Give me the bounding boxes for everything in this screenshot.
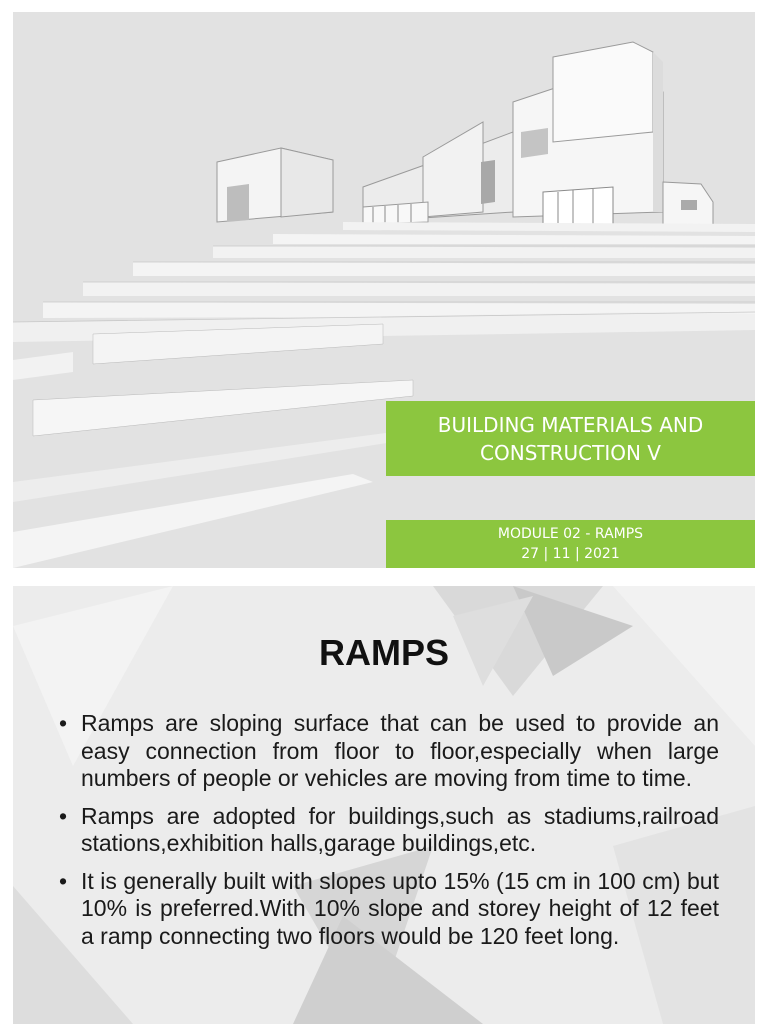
title-slide — [13, 12, 755, 568]
module-label: MODULE 02 - RAMPS — [497, 526, 644, 542]
slide-heading: RAMPS — [318, 632, 449, 673]
course-title: BUILDING MATERIALS AND CONSTRUCTION V — [437, 412, 704, 465]
bullet-text: It is generally built with slopes upto 15% (15 cm in 100 cm) but 10% is preferred.With 10% slope and storey height of 12 feet a ramp connecting two floors would be 120 feet long. — [81, 867, 719, 949]
bullet-list — [59, 710, 719, 960]
bullet-text: Ramps are sloping surface that can be used to provide an easy connection from floor to floor,especially when large numbers of people or vehicles are moving from time to time. — [81, 710, 719, 791]
ramps-slide — [13, 586, 755, 1024]
bullet-glyph: • — [59, 867, 68, 894]
bullet-glyph: • — [59, 710, 68, 736]
bullet-glyph: • — [59, 802, 68, 829]
list-item — [59, 868, 719, 951]
building-stairs-illustration — [13, 12, 755, 568]
list-item — [59, 710, 719, 793]
date-label: 27 | 11 | 2021 — [521, 546, 620, 562]
course-title-box — [386, 401, 755, 476]
list-item — [59, 803, 719, 858]
bullet-text: Ramps are adopted for buildings,such as stadiums,railroad stations,exhibition halls,garage buildings,etc. — [81, 802, 719, 856]
module-date-box — [386, 520, 755, 568]
